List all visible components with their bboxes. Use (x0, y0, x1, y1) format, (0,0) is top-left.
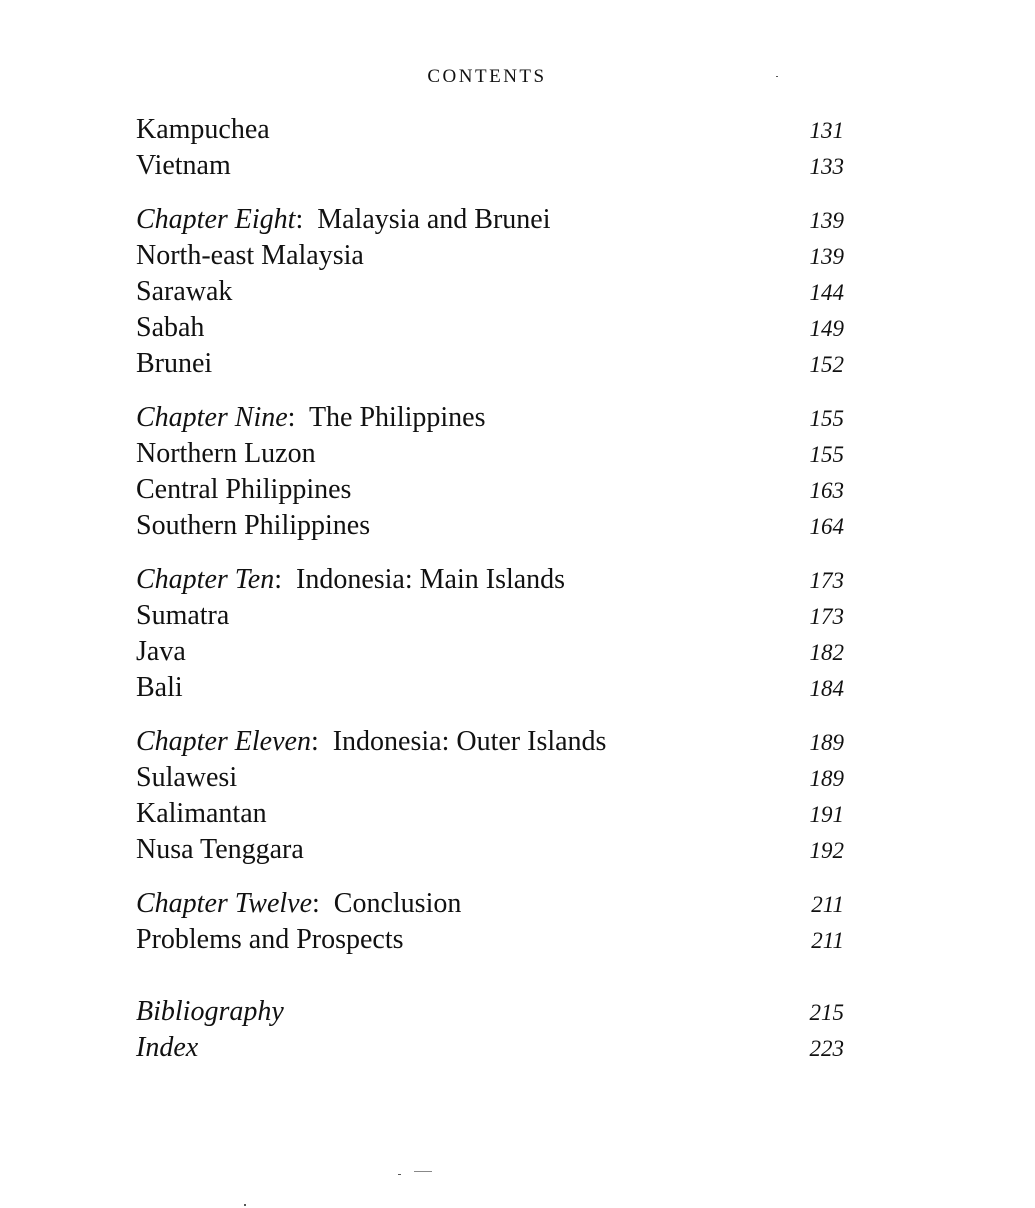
toc-entry-text (136, 310, 204, 346)
toc-entry-title: Brunei (136, 348, 213, 379)
page-number: 211 (811, 892, 844, 917)
chapter-separator: : (295, 204, 318, 235)
toc-group (136, 724, 844, 868)
page-number: 192 (809, 838, 844, 863)
toc-entry-title: Sabah (136, 312, 205, 343)
toc-entry-title: Northern Luzon (136, 438, 316, 469)
page-number: 173 (809, 568, 844, 593)
toc-entry-text (136, 238, 364, 274)
page-number: 163 (809, 478, 844, 503)
chapter-label: Chapter Eight (136, 204, 296, 235)
back-matter-entry (136, 1030, 844, 1066)
toc-entry (136, 598, 844, 634)
toc-entry (136, 274, 844, 310)
toc-entry (136, 832, 844, 868)
toc-entry (136, 148, 844, 184)
toc-entry-title: Southern Philippines (136, 510, 371, 541)
toc-entry-title: Sulawesi (136, 762, 238, 793)
chapter-title: Conclusion (333, 888, 462, 919)
toc-entry-text (136, 112, 270, 148)
chapter-heading (136, 562, 844, 598)
chapter-separator: : (310, 726, 333, 757)
toc-entry-title: Problems and Prospects (136, 924, 404, 955)
toc-entry-text (136, 472, 351, 508)
chapter-separator: : (287, 402, 309, 433)
toc-group (136, 886, 844, 958)
toc-entry (136, 436, 844, 472)
toc-entry-text (136, 832, 304, 868)
chapter-separator: : (274, 564, 296, 595)
toc-entry-title: Sumatra (136, 600, 230, 631)
toc-entry (136, 508, 844, 544)
toc-entry-title: Nusa Tenggara (136, 834, 304, 865)
page-number: 164 (809, 514, 844, 539)
toc-entry (136, 760, 844, 796)
toc-entry-title: Kampuchea (136, 114, 270, 145)
toc-entry-title: Sarawak (136, 276, 233, 307)
page-number: 223 (809, 1036, 844, 1061)
chapter-separator: : (312, 888, 334, 919)
toc-entry-title: Index (136, 1032, 199, 1063)
toc-entry-text (136, 886, 461, 922)
chapter-heading (136, 724, 844, 760)
back-matter (136, 994, 844, 1066)
toc-entry-text (136, 796, 267, 832)
toc-entry-text (136, 562, 565, 598)
page-number: 184 (809, 676, 844, 701)
page-number: 211 (811, 928, 844, 953)
toc-entry (136, 238, 844, 274)
toc-entry-title: North-east Malaysia (136, 240, 364, 271)
toc-group (136, 400, 844, 544)
chapter-label: Chapter Twelve (136, 888, 313, 919)
chapter-title: Malaysia and Brunei (317, 204, 551, 235)
toc-entry (136, 112, 844, 148)
toc-entry-title: Java (136, 636, 186, 667)
running-head: CONTENTS (427, 66, 547, 87)
toc-entry-text (136, 634, 186, 670)
toc-entry-text (136, 1030, 198, 1066)
page-number: 155 (809, 442, 844, 467)
chapter-heading (136, 886, 844, 922)
toc-group (136, 112, 844, 184)
scan-speck (244, 1204, 246, 1206)
toc-entry (136, 472, 844, 508)
toc-entry-text (136, 994, 284, 1030)
page-number: 189 (809, 766, 844, 791)
chapter-label: Chapter Eleven (136, 726, 311, 757)
page-number: 131 (809, 118, 844, 143)
toc-entry-text (136, 346, 212, 382)
scan-speck (414, 1171, 432, 1172)
chapter-label: Chapter Nine (136, 402, 288, 433)
toc-entry (136, 796, 844, 832)
toc-entry-title: Bibliography (136, 996, 284, 1027)
page-number: 139 (809, 244, 844, 269)
toc-entry-text (136, 436, 316, 472)
page-number: 155 (809, 406, 844, 431)
chapter-label: Chapter Ten (136, 564, 275, 595)
toc-entry-text (136, 202, 551, 238)
toc-entry-text (136, 508, 370, 544)
toc-entry-text (136, 598, 229, 634)
toc-entry-title: Central Philippines (136, 474, 352, 505)
toc-entry (136, 634, 844, 670)
toc-entry-text (136, 400, 486, 436)
table-of-contents (136, 112, 844, 1066)
page-number: 139 (809, 208, 844, 233)
page-number: 173 (809, 604, 844, 629)
toc-entry (136, 346, 844, 382)
page-number: 152 (809, 352, 844, 377)
chapter-title: The Philippines (308, 402, 486, 433)
toc-entry-title: Kalimantan (136, 798, 267, 829)
page-number: 149 (809, 316, 844, 341)
toc-entry-text (136, 274, 232, 310)
chapter-heading (136, 400, 844, 436)
chapter-heading (136, 202, 844, 238)
toc-group (136, 562, 844, 706)
scan-speck (776, 76, 778, 77)
scan-speck (398, 1174, 401, 1175)
toc-entry-text (136, 922, 404, 958)
page-number: 133 (809, 154, 844, 179)
page-number: 191 (809, 802, 844, 827)
page-number: 189 (809, 730, 844, 755)
back-matter-entry (136, 994, 844, 1030)
page-number: 182 (809, 640, 844, 665)
toc-entry-text (136, 760, 237, 796)
toc-entry (136, 922, 844, 958)
chapter-title: Indonesia: Main Islands (296, 564, 566, 595)
toc-entry (136, 310, 844, 346)
page-number: 215 (809, 1000, 844, 1025)
toc-group (136, 202, 844, 382)
toc-entry-title: Bali (136, 672, 183, 703)
page-number: 144 (809, 280, 844, 305)
toc-entry-text (136, 724, 606, 760)
toc-entry-text (136, 670, 183, 706)
toc-entry (136, 670, 844, 706)
toc-entry-title: Vietnam (136, 150, 231, 181)
toc-entry-text (136, 148, 231, 184)
chapter-title: Indonesia: Outer Islands (332, 726, 607, 757)
